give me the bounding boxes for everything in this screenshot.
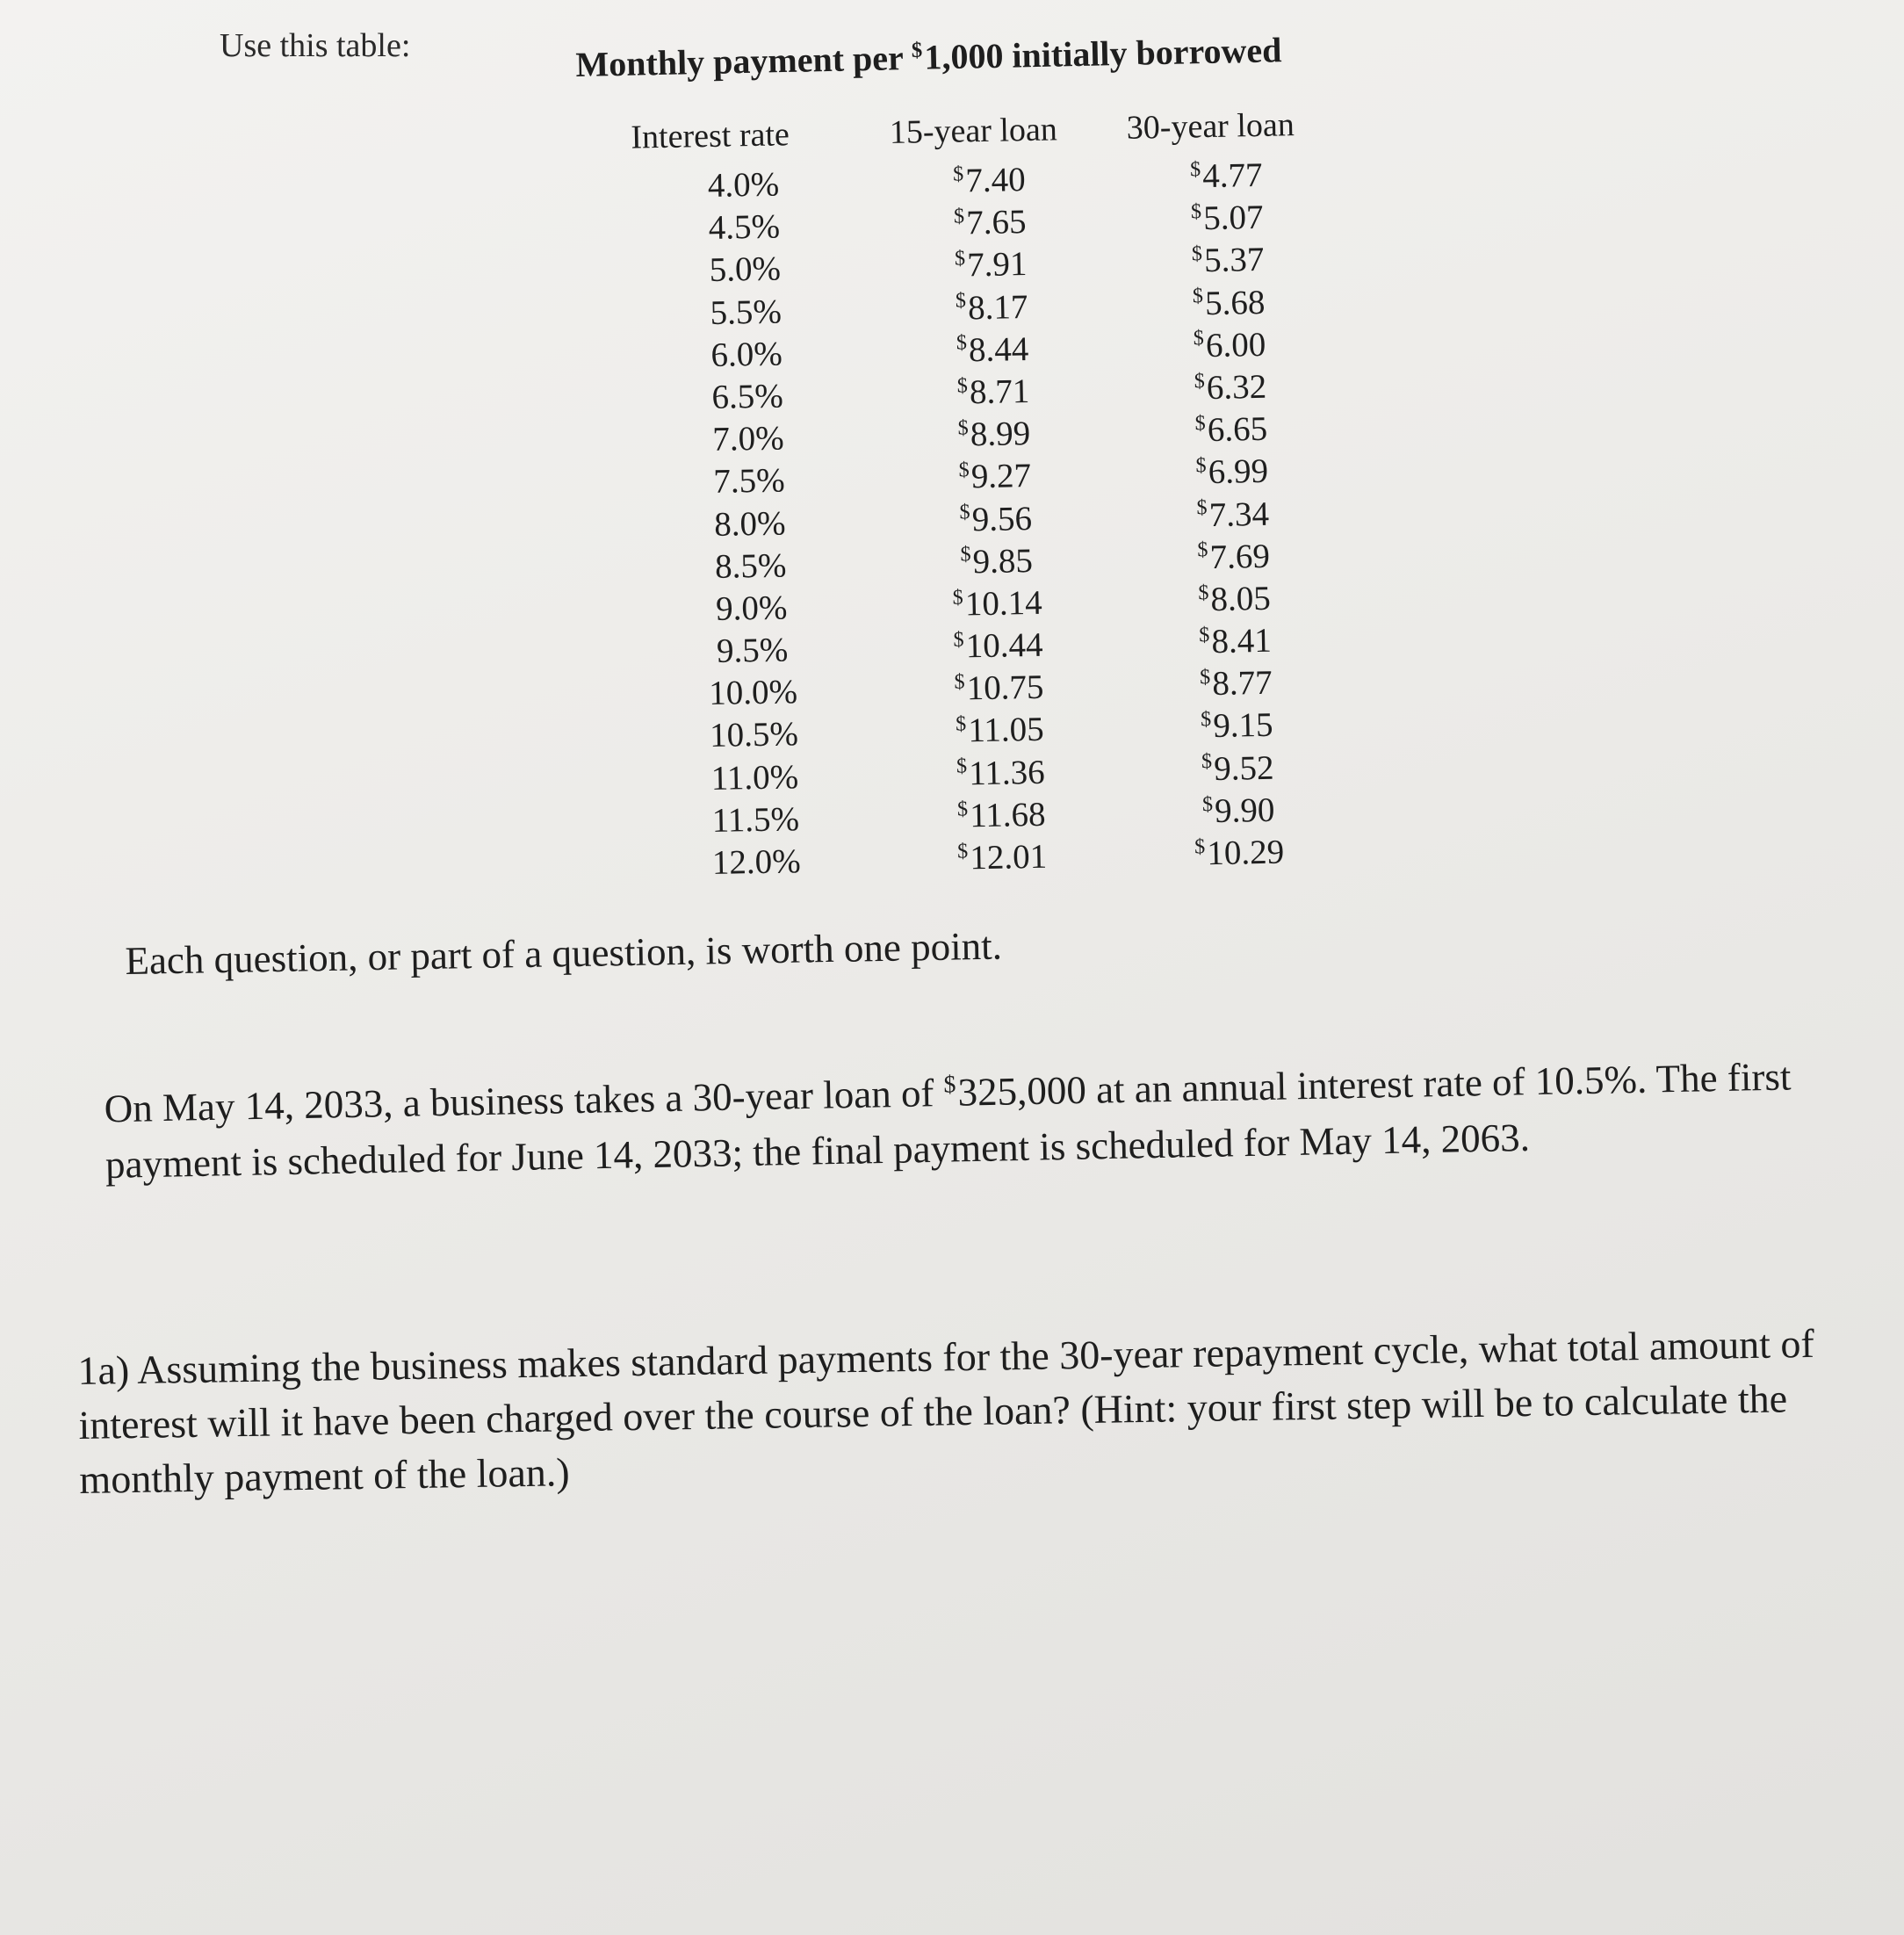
payment-15-year-cell — [876, 454, 1114, 501]
payment-value: 5.07 — [1202, 199, 1264, 238]
currency-symbol: $ — [1195, 453, 1207, 478]
points-note: Each question, or part of a question, is worth one point. — [125, 923, 1003, 983]
header-interest-rate: Interest rate — [631, 116, 790, 156]
payment-30-year-cell — [1118, 704, 1356, 750]
rate-cell: 10.5% — [709, 715, 799, 755]
payment-value: 8.17 — [967, 287, 1028, 327]
payment-15-year-cell — [873, 285, 1111, 332]
rate-cell: 12.0% — [711, 842, 802, 883]
currency-symbol: $ — [1190, 199, 1202, 224]
payment-15-year-cell — [883, 835, 1121, 882]
payment-value: 11.05 — [967, 711, 1045, 750]
question-1a: 1a) Assuming the business makes standard payments for the 30-year repayment cycle, what total amount of interest will it have been charged over the course of the loan? (Hint: your first step will be to calculate the monthly payment of the loan.) — [77, 1320, 1815, 1502]
payment-value: 5.68 — [1204, 283, 1266, 322]
payment-value: 9.90 — [1214, 791, 1275, 830]
payment-value: 7.34 — [1208, 495, 1270, 534]
currency-symbol: $ — [1199, 665, 1211, 690]
payment-value: 7.69 — [1209, 537, 1271, 576]
rate-cell: 9.5% — [716, 631, 789, 670]
payment-15-year-cell — [882, 751, 1120, 798]
payment-value: 9.85 — [972, 541, 1034, 581]
currency-symbol: $ — [957, 415, 970, 440]
currency-symbol: $ — [956, 754, 968, 778]
payment-value: 10.75 — [966, 668, 1044, 708]
payment-30-year-cell — [1113, 408, 1351, 454]
payment-30-year-cell — [1111, 323, 1349, 370]
header-15-year-loan: 15-year loan — [889, 111, 1058, 151]
payment-value: 8.44 — [968, 329, 1029, 370]
payment-value: 7.40 — [964, 161, 1027, 200]
currency-symbol: $ — [954, 246, 966, 271]
currency-symbol: $ — [956, 839, 969, 863]
payment-15-year-cell — [874, 328, 1112, 374]
rate-cell: 5.5% — [710, 292, 783, 332]
rate-cell: 11.5% — [711, 799, 800, 840]
intro-text: Use this table: — [220, 27, 411, 64]
payment-value: 4.77 — [1201, 155, 1263, 196]
payment-value: 9.15 — [1212, 706, 1273, 746]
rate-cell: 11.0% — [710, 757, 799, 798]
currency-symbol: $ — [1191, 242, 1203, 266]
currency-symbol: $ — [1201, 791, 1214, 816]
header-30-year-loan: 30-year loan — [1126, 106, 1295, 147]
payment-15-year-cell — [872, 243, 1110, 290]
currency-symbol: $ — [1198, 622, 1210, 647]
rate-cell: 7.0% — [712, 419, 785, 459]
payment-15-year-cell — [870, 158, 1108, 205]
payment-value: 9.56 — [971, 499, 1033, 538]
currency-symbol: $ — [960, 542, 971, 567]
currency-symbol: $ — [1193, 326, 1205, 350]
payment-value: 7.91 — [966, 245, 1028, 285]
rate-cell: 10.0% — [708, 673, 798, 713]
rate-cell: 9.0% — [715, 588, 788, 628]
payment-value: 6.99 — [1208, 452, 1269, 492]
payment-value: 6.65 — [1207, 409, 1268, 450]
payment-30-year-cell — [1114, 492, 1352, 538]
payment-value: 8.71 — [969, 372, 1030, 412]
problem-text-part2: 325,000 at an annual interest rate of 10.5%. The first payment is scheduled for June 14, 2033; the final payment is scheduled for May 14, 2063. — [105, 1054, 1792, 1188]
payment-15-year-cell — [876, 497, 1114, 544]
currency-symbol: $ — [954, 669, 965, 694]
payment-value: 9.52 — [1213, 748, 1274, 788]
table-title — [575, 29, 1282, 85]
currency-symbol: $ — [1194, 368, 1206, 393]
payment-30-year-cell — [1120, 789, 1358, 835]
currency-symbol: $ — [1197, 538, 1208, 562]
payment-30-year-cell — [1109, 238, 1347, 285]
rate-cell: 7.5% — [712, 461, 785, 502]
problem-text-part1: On May 14, 2033, a business takes a 30-year loan of — [104, 1070, 945, 1131]
currency-symbol: $ — [955, 288, 967, 313]
currency-symbol: $ — [953, 204, 965, 228]
payment-value: 10.44 — [965, 625, 1043, 666]
payment-15-year-cell — [871, 200, 1109, 247]
payment-value: 8.05 — [1210, 579, 1272, 618]
payment-value: 11.68 — [969, 795, 1046, 835]
payment-30-year-cell — [1121, 831, 1359, 877]
payment-15-year-cell — [877, 539, 1115, 586]
payment-value: 11.36 — [968, 753, 1045, 793]
payment-15-year-cell — [883, 793, 1121, 840]
currency-symbol: $ — [952, 162, 964, 186]
rate-cell: 6.5% — [711, 377, 784, 416]
currency-symbol: $ — [1189, 156, 1201, 182]
problem-statement — [104, 1040, 1827, 1193]
payment-value: 10.29 — [1206, 833, 1285, 873]
payment-15-year-cell — [879, 624, 1117, 670]
payment-30-year-cell — [1107, 154, 1345, 200]
currency-symbol: $ — [956, 796, 969, 821]
payment-value: 7.65 — [965, 203, 1027, 242]
currency-symbol: $ — [1196, 495, 1208, 520]
payment-value: 8.77 — [1211, 664, 1273, 704]
payment-15-year-cell — [878, 581, 1116, 628]
table-title-prefix: Monthly payment per — [575, 37, 912, 84]
currency-symbol: $ — [1198, 580, 1209, 604]
rate-cell: 5.0% — [709, 249, 782, 290]
table-body — [616, 154, 1359, 887]
payment-value: 6.32 — [1206, 367, 1267, 408]
currency-symbol: $ — [958, 458, 970, 482]
payment-15-year-cell — [880, 666, 1118, 712]
payment-value: 8.41 — [1211, 621, 1273, 661]
payment-30-year-cell — [1115, 577, 1353, 624]
currency-symbol: $ — [953, 627, 964, 652]
rate-cell: 4.5% — [708, 207, 781, 248]
payment-value: 12.01 — [969, 837, 1048, 877]
currency-symbol: $ — [956, 372, 969, 398]
rate-cell: 6.0% — [710, 335, 783, 374]
payment-value: 9.27 — [970, 457, 1032, 496]
problem-currency: $ — [943, 1071, 956, 1099]
currency-symbol: $ — [1194, 410, 1206, 436]
currency-symbol: $ — [1201, 749, 1213, 774]
payment-30-year-cell — [1113, 450, 1351, 496]
currency-symbol: $ — [1194, 834, 1206, 859]
payment-table — [615, 105, 1359, 887]
payment-value: 10.14 — [964, 583, 1043, 624]
rate-cell: 4.0% — [707, 165, 780, 205]
rate-cell: 8.0% — [713, 503, 786, 544]
currency-symbol: $ — [1200, 707, 1212, 732]
payment-15-year-cell — [875, 370, 1113, 416]
payment-value: 6.00 — [1205, 325, 1266, 365]
payment-15-year-cell — [876, 412, 1114, 458]
payment-15-year-cell — [881, 709, 1119, 755]
rate-cell: 8.5% — [714, 546, 787, 586]
payment-30-year-cell — [1116, 619, 1354, 666]
payment-30-year-cell — [1117, 661, 1355, 708]
currency-symbol: $ — [955, 711, 967, 736]
table-title-currency: $ — [911, 39, 923, 63]
payment-30-year-cell — [1112, 365, 1350, 412]
payment-30-year-cell — [1119, 747, 1357, 793]
payment-30-year-cell — [1110, 281, 1348, 328]
payment-value: 8.99 — [970, 415, 1031, 454]
payment-value: 5.37 — [1203, 241, 1265, 280]
currency-symbol: $ — [1192, 284, 1204, 308]
payment-30-year-cell — [1114, 535, 1352, 581]
table-title-rest: 1,000 initially borrowed — [923, 30, 1282, 77]
currency-symbol: $ — [959, 500, 970, 524]
payment-30-year-cell — [1108, 196, 1346, 242]
currency-symbol: $ — [952, 585, 963, 610]
currency-symbol: $ — [956, 330, 968, 356]
